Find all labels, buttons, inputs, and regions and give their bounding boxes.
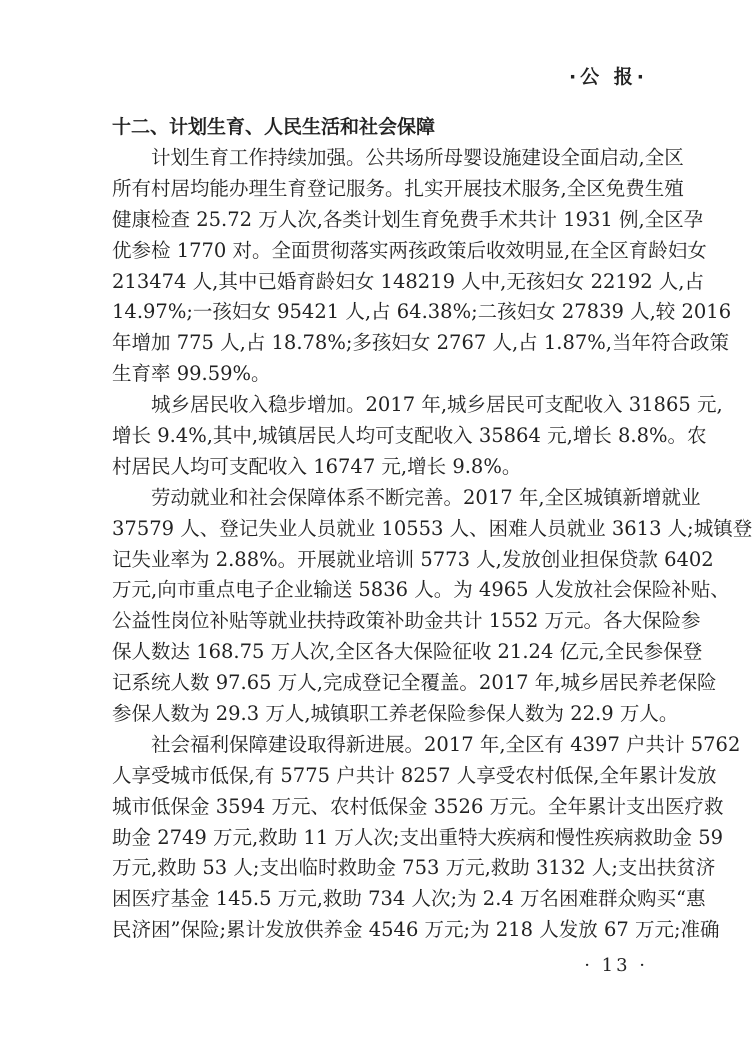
text-line: 记系统人数 97.65 万人,完成登记全覆盖。2017 年,城乡居民养老保险 [112,671,717,695]
text-line: 人享受城市低保,有 5775 户共计 8257 人享受农村低保,全年累计发放 [112,763,717,787]
text-line: 14.97%;一孩妇女 95421 人,占 64.38%;二孩妇女 27839 人,较 2016 [112,300,732,324]
text-line: 万元,向市重点电子企业输送 5836 人。为 4965 人发放社会保险补贴、 [112,578,730,602]
paragraph [112,730,741,946]
text-line: 城乡居民收入稳步增加。2017 年,城乡居民可支配收入 31865 元, [151,393,723,417]
page-body [112,112,752,946]
text-line: 优参检 1770 对。全面贯彻落实两孩政策后收效明显,在全区育龄妇女 [112,238,707,262]
paragraphs [112,143,752,946]
page-number: · 13 · [584,955,648,976]
text-line: 所有村居均能办理生育登记服务。扎实开展技术服务,全区免费生殖 [112,176,684,200]
text-line: 参保人数为 29.3 万人,城镇职工养老保险参保人数为 22.9 万人。 [112,702,679,726]
text-line: 城市低保金 3594 万元、农村低保金 3526 万元。全年累计支出医疗救 [112,794,724,818]
text-line: 生育率 99.59%。 [112,362,271,386]
text-line: 213474 人,其中已婚育龄妇女 148219 人中,无孩妇女 22192 人,占 [112,269,704,293]
text-line: 37579 人、登记失业人员就业 10553 人、困难人员就业 3613 人;城镇登 [112,516,752,540]
paragraph [112,483,752,730]
text-line: 健康检查 25.72 万人次,各类计划生育免费手术共计 1931 例,全区孕 [112,207,704,231]
text-line: 困医疗基金 145.5 万元,救助 734 人次;为 2.4 万名困难群众购买“惠 [112,887,706,911]
section-heading: 十二、计划生育、人民生活和社会保障 [112,116,436,138]
text-line: 助金 2749 万元,救助 11 万人次;支出重特大疾病和慢性疾病救助金 59 [112,825,724,849]
text-line: 社会福利保障建设取得新进展。2017 年,全区有 4397 户共计 5762 [151,732,741,756]
running-head: ·公 报· [568,66,648,88]
paragraph [112,390,723,483]
text-line: 劳动就业和社会保障体系不断完善。2017 年,全区城镇新增就业 [151,485,701,509]
text-line: 增长 9.4%,其中,城镇居民人均可支配收入 35864 元,增长 8.8%。农 [112,424,707,448]
text-line: 年增加 775 人,占 18.78%;多孩妇女 2767 人,占 1.87%,当年符合政策 [112,331,730,355]
text-line: 保人数达 168.75 万人次,全区各大保险征收 21.24 亿元,全民参保登 [112,640,703,664]
text-line: 民济困”保险;累计发放供养金 4546 万元;为 218 人发放 67 万元;准确 [112,918,720,942]
text-line: 记失业率为 2.88%。开展就业培训 5773 人,发放创业担保贷款 6402 [112,547,714,571]
text-line: 万元,救助 53 人;支出临时救助金 753 万元,救助 3132 人;支出扶贫济 [112,856,716,880]
text-line: 计划生育工作持续加强。公共场所母婴设施建设全面启动,全区 [151,146,684,169]
text-line: 村居民人均可支配收入 16747 元,增长 9.8%。 [112,454,522,478]
text-line: 公益性岗位补贴等就业扶持政策补助金共计 1552 万元。各大保险参 [112,609,701,633]
paragraph [112,143,732,390]
